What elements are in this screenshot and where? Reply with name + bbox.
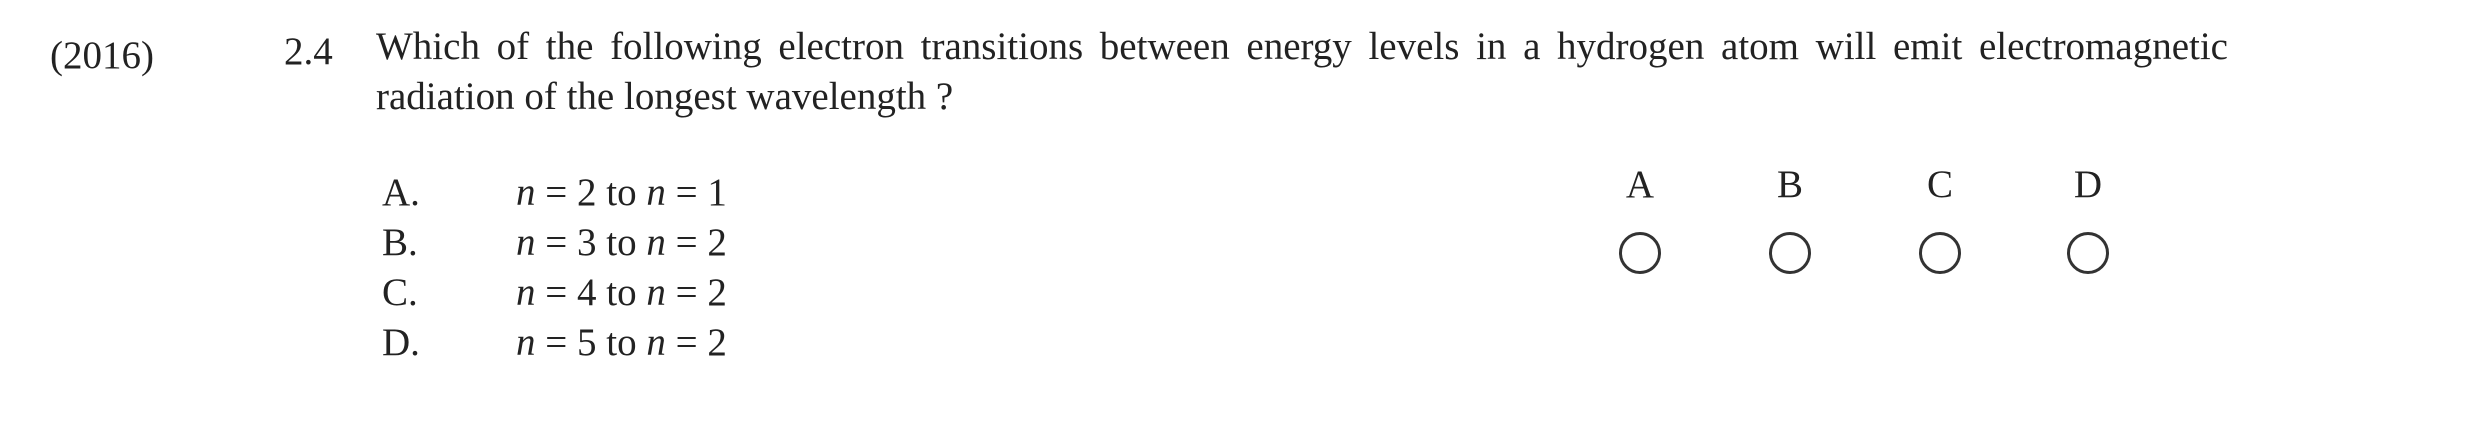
question-text: Which of the following electron transitions between energy levels in a hydrogen atom will emit electromagnetic radiation of the longest wavelength ? [376,25,2228,118]
answer-bubble-a[interactable] [1619,232,1661,274]
n-symbol: n [516,221,536,264]
n-symbol: n [516,171,536,214]
answer-bubble-c[interactable] [1919,232,1961,274]
answer-column-a [1610,162,1670,274]
n-symbol: n [646,171,666,214]
option-letter: B. [382,221,418,264]
option-text: n = 5 to n = 2 [516,321,727,364]
option-letter: A. [382,171,420,214]
option-text: n = 4 to n = 2 [516,271,727,314]
n-symbol: n [646,321,666,364]
answer-column-d [2058,162,2118,274]
answer-label: D [2073,163,2103,206]
n-symbol: n [646,271,666,314]
answer-bubbles [1610,162,2150,302]
answer-label: A [1625,163,1655,206]
question-number: 2.4 [284,30,333,73]
answer-column-b [1760,162,1820,274]
option-letter: C. [382,271,418,314]
n-symbol: n [646,221,666,264]
option-text: n = 2 to n = 1 [516,171,727,214]
year-label: (2016) [50,34,154,77]
option-letter: D. [382,321,420,364]
n-symbol: n [516,271,536,314]
answer-bubble-d[interactable] [2067,232,2109,274]
answer-label: B [1776,163,1803,206]
answer-bubble-b[interactable] [1769,232,1811,274]
n-symbol: n [516,321,536,364]
option-text: n = 3 to n = 2 [516,221,727,264]
answer-label: C [1926,163,1953,206]
answer-column-c [1910,162,1970,274]
